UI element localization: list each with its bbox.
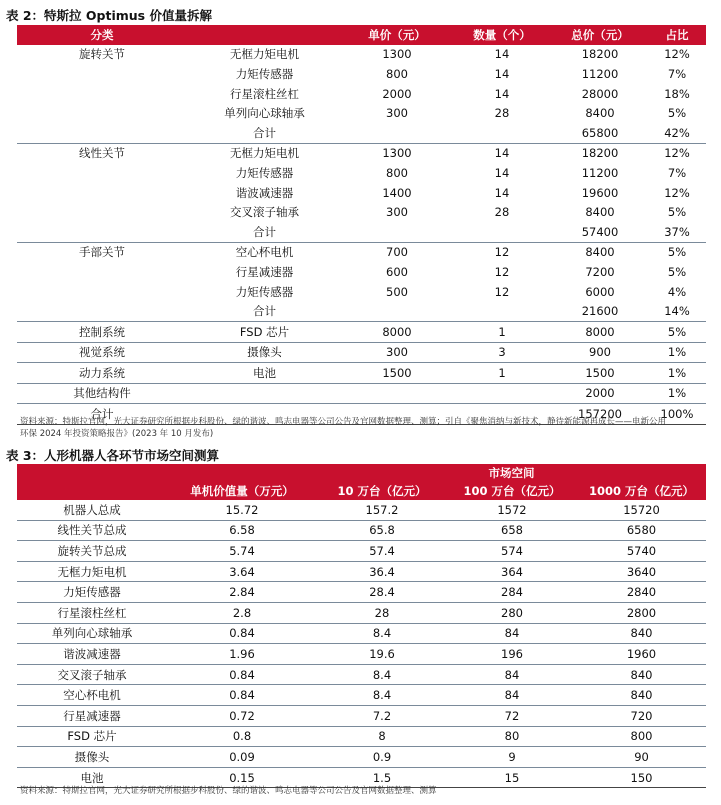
table2 [17,25,706,425]
table3-10m-cell: 1960 [577,644,706,665]
table2-share-cell: 1% [648,342,706,363]
table2-item-cell: 交叉滚子轴承 [230,205,299,220]
table3-10m-cell: 840 [577,685,706,706]
table3-component-cell: 交叉滚子轴承 [17,664,167,685]
table2-item-cell: 摄像头 [187,342,342,363]
table2-category-cell: 手部关节 [79,245,125,260]
table2-total-cell: 11200 [581,66,619,81]
table2-total-cell: 57400 [552,222,648,242]
table2-row [17,45,706,65]
table3-component-cell: 力矩传感器 [17,582,167,603]
table2-item-cell: 力矩传感器 [235,165,294,180]
table2-share-cell: 4% [667,284,687,299]
table2-share-cell: 5% [667,106,687,121]
table3-row [17,602,706,623]
table3-component-cell: 谐波减速器 [17,644,167,665]
table3-1m-cell: 364 [447,561,577,582]
table2-item-cell: 空心杯电机 [235,245,294,260]
table3-100k-cell: 8 [317,726,447,747]
table2-total-cell: 6000 [585,284,615,299]
table2-share-cell: 7% [667,165,687,180]
table2-header-item [187,25,342,45]
table2-item-cell: 行星减速器 [235,264,294,279]
table2-unit-price-cell: 300 [386,205,408,220]
table2-category-cell: 控制系统 [17,321,187,342]
table2-total-cell: 65800 [552,123,648,143]
table2-row [17,242,706,262]
table3-row [17,726,706,747]
table2-category-cell [17,282,187,302]
table3-1m-cell: 84 [447,623,577,644]
table2-unit-price-cell: 1500 [342,363,452,384]
table2-row [17,262,706,282]
table2-quantity-cell: 1 [452,363,552,384]
table2-total-cell: 8400 [585,106,615,121]
table3-1m-cell: 284 [447,582,577,603]
table2-share-cell: 14% [648,301,706,321]
table2-header-quantity: 数量（个） [452,25,552,45]
table2-row [17,143,706,163]
table3-100k-cell: 8.4 [317,623,447,644]
table3-100k-cell: 7.2 [317,705,447,726]
table2-category-cell [17,222,187,242]
table2-header-share: 占比 [648,25,706,45]
table3-component-cell: 电池 [17,767,167,788]
table2-quantity-cell: 14 [494,146,510,161]
table2-share-cell: 100% [648,404,706,425]
table2-unit-price-cell [342,222,452,242]
table2-unit-price-cell: 1400 [382,185,412,200]
table3-unit-value-cell: 0.15 [167,767,317,788]
table3-100k-cell: 0.9 [317,747,447,768]
table2-unit-price-cell [342,383,452,404]
table3-1m-cell: 84 [447,685,577,706]
table3-1m-cell: 80 [447,726,577,747]
table3-component-cell: 行星减速器 [17,705,167,726]
table3-1m-cell: 658 [447,520,577,541]
table2-item-cell: 电池 [187,363,342,384]
table3-row [17,520,706,541]
table3-component-cell: 单列向心球轴承 [17,623,167,644]
table2-quantity-cell [452,123,552,143]
table2-unit-price-cell: 600 [386,264,408,279]
table3-row [17,664,706,685]
table2-row [17,123,706,143]
table2-unit-price-cell: 800 [386,66,408,81]
table3-10m-cell: 840 [577,664,706,685]
table2-row [17,183,706,203]
table3-100k-cell: 19.6 [317,644,447,665]
table2-item-cell: 无框力矩电机 [230,146,299,161]
table2-category-cell: 线性关节 [79,146,125,161]
table3-1m-cell: 196 [447,644,577,665]
table2-total-cell: 19600 [581,185,619,200]
table2-title: 表 2：特斯拉 Optimus 价值量拆解 [6,8,212,23]
table2-category-cell [17,301,187,321]
table2-category-cell [17,123,187,143]
table3-header-blank [167,464,317,482]
table2-row [17,282,706,302]
table2-share-cell: 12% [664,47,690,62]
table3-component-cell: 摄像头 [17,747,167,768]
table2-body [17,45,706,425]
table3-100k-cell: 57.4 [317,541,447,562]
table2-item-cell: 合计 [187,222,342,242]
table2-quantity-cell: 14 [494,47,510,62]
table3-unit-value-cell: 2.8 [167,602,317,623]
table2-item-cell: 力矩传感器 [235,66,294,81]
table3-unit-value-cell: 0.84 [167,664,317,685]
table2-category-cell [17,103,187,123]
table3-unit-value-cell: 3.64 [167,561,317,582]
table2-row [17,163,706,183]
table3-row [17,500,706,520]
table2-row [17,321,706,342]
table2-total-cell: 8400 [585,205,615,220]
table2-item-cell: 行星滚柱丝杠 [230,86,299,101]
table3-component-cell: 线性关节总成 [17,520,167,541]
table3-header-market-space: 市场空间 [317,464,706,482]
table2-item-cell: 无框力矩电机 [230,47,299,62]
table3-unit-value-cell: 5.74 [167,541,317,562]
table2-source-line1: 资料来源：特斯拉官网，光大证券研究所根据步科股份、绿的谐波、鸣志电器等公司公告及官网数据整理、测算；引自《聚焦消纳与新技术，静待新能源再成长——电新公用 [20,417,667,427]
table2-header-row [17,25,706,45]
table2-total-cell: 28000 [581,86,619,101]
table3-row [17,561,706,582]
table2-share-cell: 5% [648,321,706,342]
table3-100k-cell: 8.4 [317,685,447,706]
table2-quantity-cell: 1 [452,321,552,342]
table2-share-cell: 5% [667,264,687,279]
table3-header-unit-value: 单机价值量（万元） [167,482,317,500]
table3-10m-cell: 90 [577,747,706,768]
table3-10m-cell: 6580 [577,520,706,541]
table3-component-cell: 无框力矩电机 [17,561,167,582]
table3-title: 表 3：人形机器人各环节市场空间测算 [6,448,220,463]
table2-category-cell [17,84,187,104]
table2-total-cell: 21600 [552,301,648,321]
table3 [17,464,706,788]
table2-source-line2: 环保 2024 年投资策略报告》(2023 年 10 月发布) [20,429,214,439]
table2-share-cell: 1% [648,383,706,404]
table2-total-cell: 157200 [552,404,648,425]
table2-quantity-cell [452,301,552,321]
table3-unit-value-cell: 0.8 [167,726,317,747]
table2-share-cell: 5% [667,205,687,220]
table2-quantity-cell: 28 [494,205,510,220]
table2-share-cell: 1% [648,363,706,384]
table2-row [17,64,706,84]
table2-quantity-cell: 28 [494,106,510,121]
table2-total-cell: 8400 [585,245,615,260]
table3-unit-value-cell: 0.84 [167,685,317,706]
table3-unit-value-cell: 6.58 [167,520,317,541]
table2-quantity-cell: 12 [494,245,510,260]
table3-header-10m: 1000 万台（亿元） [577,482,706,500]
table2-category-cell: 动力系统 [17,363,187,384]
table2-total-cell: 18200 [581,146,619,161]
table3-1m-cell: 1572 [447,500,577,520]
table3-row [17,623,706,644]
table2-unit-price-cell: 300 [386,106,408,121]
table2-category-cell [17,163,187,183]
table2-quantity-cell: 14 [494,86,510,101]
table2-share-cell: 5% [667,245,687,260]
table3-10m-cell: 5740 [577,541,706,562]
table2-unit-price-cell [342,301,452,321]
table2-unit-price-cell: 1300 [382,47,412,62]
table3-row [17,767,706,788]
table2-item-cell: 谐波减速器 [235,185,294,200]
table2-total-cell: 2000 [552,383,648,404]
table2-quantity-cell [452,222,552,242]
table2-total-cell: 11200 [581,165,619,180]
table3-unit-value-cell: 1.96 [167,644,317,665]
table2-category-cell: 视觉系统 [17,342,187,363]
table2-quantity-cell: 14 [494,185,510,200]
table3-component-cell: 行星滚柱丝杠 [17,602,167,623]
table2-unit-price-cell: 8000 [342,321,452,342]
table2-header-category: 分类 [17,25,187,45]
table2-row [17,103,706,123]
table3-body [17,500,706,788]
table3-100k-cell: 65.8 [317,520,447,541]
table2-category-cell: 旋转关节 [79,47,125,62]
table2-share-cell: 12% [664,146,690,161]
table2-item-cell: 力矩传感器 [235,284,294,299]
table2-category-cell [17,183,187,203]
table2-total-cell: 18200 [581,47,619,62]
table2-share-cell: 42% [648,123,706,143]
table3-header-row-top [17,464,706,482]
table3-10m-cell: 2800 [577,602,706,623]
table3-unit-value-cell: 0.72 [167,705,317,726]
table2-quantity-cell [452,383,552,404]
table2-share-cell: 12% [664,185,690,200]
table2-unit-price-cell: 1300 [382,146,412,161]
table2-category-cell [17,64,187,84]
table3-row [17,685,706,706]
table2-total-cell: 8000 [552,321,648,342]
table3-1m-cell: 84 [447,664,577,685]
table2-category-cell [17,262,187,282]
table3-header-blank [17,464,167,482]
table2-row [17,383,706,404]
table3-10m-cell: 3640 [577,561,706,582]
table3-100k-cell: 36.4 [317,561,447,582]
table2-item-cell [187,383,342,404]
table2-unit-price-cell: 300 [342,342,452,363]
table2-total-cell: 900 [552,342,648,363]
table3-component-cell: 机器人总成 [17,500,167,520]
table2-quantity-cell: 14 [494,66,510,81]
table3-unit-value-cell: 15.72 [167,500,317,520]
table2-category-cell: 其他结构件 [17,383,187,404]
table3-unit-value-cell: 0.84 [167,623,317,644]
table3-row [17,644,706,665]
table2-quantity-cell: 14 [494,165,510,180]
table2-row [17,202,706,222]
table2-row [17,363,706,384]
table2-row [17,301,706,321]
table2-row [17,84,706,104]
table2-share-cell: 18% [664,86,690,101]
table3-10m-cell: 2840 [577,582,706,603]
table2-unit-price-cell: 700 [386,245,408,260]
table2-unit-price-cell [342,123,452,143]
table3-100k-cell: 28 [317,602,447,623]
table3-10m-cell: 800 [577,726,706,747]
table3-component-cell: FSD 芯片 [17,726,167,747]
table3-1m-cell: 15 [447,767,577,788]
table3-row [17,541,706,562]
table3-10m-cell: 15720 [577,500,706,520]
table2-row [17,342,706,363]
table3-1m-cell: 9 [447,747,577,768]
table2-item-cell: 合计 [187,123,342,143]
table2-quantity-cell: 12 [494,264,510,279]
table2-header-total: 总价（元） [552,25,648,45]
table3-10m-cell: 840 [577,623,706,644]
table3-10m-cell: 720 [577,705,706,726]
table3-row [17,582,706,603]
table2-unit-price-cell: 2000 [382,86,412,101]
table2-unit-price-cell: 500 [386,284,408,299]
table3-row [17,747,706,768]
table2-total-cell: 7200 [585,264,615,279]
table3-component-cell: 空心杯电机 [17,685,167,706]
table3-header-100k: 10 万台（亿元） [317,482,447,500]
table3-1m-cell: 280 [447,602,577,623]
table2-category-cell: 合计 [17,404,187,425]
table2-item-cell: 合计 [187,301,342,321]
table3-component-cell: 旋转关节总成 [17,541,167,562]
table3-row [17,705,706,726]
table3-100k-cell: 1.5 [317,767,447,788]
table2-header-unit-price: 单价（元） [342,25,452,45]
table3-100k-cell: 8.4 [317,664,447,685]
table3-1m-cell: 574 [447,541,577,562]
table3-header-row [17,482,706,500]
table3-unit-value-cell: 0.09 [167,747,317,768]
table2-total-cell: 1500 [552,363,648,384]
table3-100k-cell: 157.2 [317,500,447,520]
table2-quantity-cell: 3 [452,342,552,363]
table3-100k-cell: 28.4 [317,582,447,603]
table2-item-cell: 单列向心球轴承 [224,106,305,121]
table2-item-cell: FSD 芯片 [187,321,342,342]
table3-unit-value-cell: 2.84 [167,582,317,603]
table2-share-cell: 37% [648,222,706,242]
table3-header-component [17,482,167,500]
table3-header-1m: 100 万台（亿元） [447,482,577,500]
table3-10m-cell: 150 [577,767,706,788]
table2-share-cell: 7% [667,66,687,81]
table2-quantity-cell: 12 [494,284,510,299]
table3-1m-cell: 72 [447,705,577,726]
table3-source: 资料来源：特斯拉官网，光大证券研究所根据步科股份、绿的谐波、鸣志电器等公司公告及官网数据整理、测算 [20,786,437,796]
table2-unit-price-cell: 800 [386,165,408,180]
table2-row [17,222,706,242]
table2-category-cell [17,202,187,222]
